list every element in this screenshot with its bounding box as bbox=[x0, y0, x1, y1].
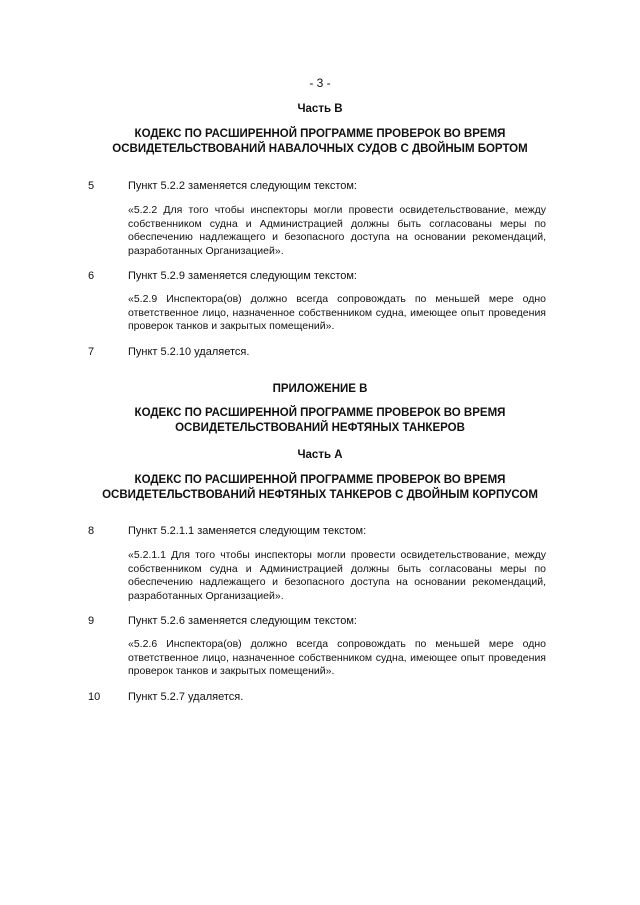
item-number: 5 bbox=[88, 180, 95, 192]
item-text: Пункт 5.2.6 заменяется следующим текстом: bbox=[128, 615, 357, 627]
part-b-title: Часть В bbox=[297, 103, 343, 115]
part-a-heading: КОДЕКС ПО РАСШИРЕННОЙ ПРОГРАММЕ ПРОВЕРОК ВО ВРЕМЯ ОСВИДЕТЕЛЬСТВОВАНИЙ НЕФТЯНЫХ ТАНКЕРОВ С ДВОЙНЫМ КОРПУСОМ bbox=[102, 474, 538, 501]
item-number: 10 bbox=[88, 691, 101, 703]
item-quote: «5.2.1.1 Для того чтобы инспекторы могли провести освидетельствование, между собственником судна и Администрацией должны быть согласованы меры по обеспечению надлежащего и безопасного доступа на основании рекомендаций, разработанных Организацией». bbox=[128, 549, 546, 602]
item-text: Пункт 5.2.1.1 заменяется следующим текстом: bbox=[128, 525, 367, 537]
item-quote: «5.2.2 Для того чтобы инспекторы могли провести освидетельствование, между собственником судна и Администрацией должны быть согласованы меры по обеспечению надлежащего и безопасного доступа на основании рекомендаций, разработанных Организацией». bbox=[128, 204, 546, 257]
part-a-title: Часть А bbox=[297, 449, 343, 461]
item-text: Пункт 5.2.10 удаляется. bbox=[128, 346, 250, 358]
item-text: Пункт 5.2.2 заменяется следующим текстом: bbox=[128, 180, 357, 192]
item-quote: «5.2.9 Инспектора(ов) должно всегда сопровождать по меньшей мере одно ответственное лицо, назначенное собственником судна, имеющее опыт проведения проверок танков и закрытых помещений». bbox=[128, 293, 546, 333]
item-text: Пункт 5.2.9 заменяется следующим текстом: bbox=[128, 270, 357, 282]
page-number: - 3 - bbox=[309, 76, 331, 90]
item-number: 6 bbox=[88, 270, 95, 282]
item-number: 7 bbox=[88, 346, 95, 358]
annex-heading: КОДЕКС ПО РАСШИРЕННОЙ ПРОГРАММЕ ПРОВЕРОК ВО ВРЕМЯ ОСВИДЕТЕЛЬСТВОВАНИЙ НЕФТЯНЫХ ТАНКЕРОВ bbox=[134, 407, 506, 434]
annex-title: ПРИЛОЖЕНИЕ В bbox=[272, 383, 368, 395]
item-number: 9 bbox=[88, 615, 95, 627]
item-quote: «5.2.6 Инспектора(ов) должно всегда сопровождать по меньшей мере одно ответственное лицо, назначенное собственником судна, имеющее опыт проведения проверок танков и закрытых помещений». bbox=[128, 638, 546, 678]
part-b-heading: КОДЕКС ПО РАСШИРЕННОЙ ПРОГРАММЕ ПРОВЕРОК ВО ВРЕМЯ ОСВИДЕТЕЛЬСТВОВАНИЙ НАВАЛОЧНЫХ СУДОВ С ДВОЙНЫМ БОРТОМ bbox=[112, 128, 528, 155]
item-number: 8 bbox=[88, 525, 95, 537]
item-text: Пункт 5.2.7 удаляется. bbox=[128, 691, 244, 703]
